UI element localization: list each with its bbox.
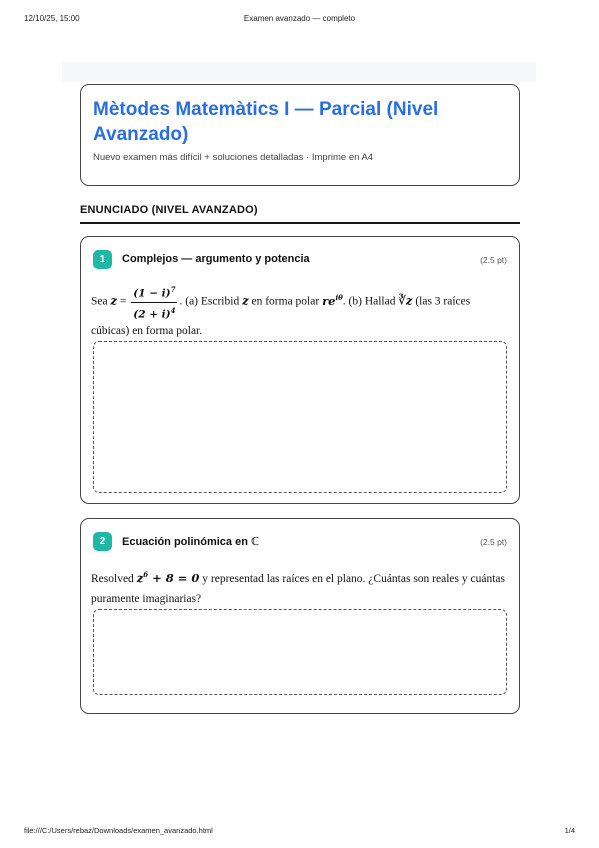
question-statement: Sea z = $\frac{(1 - i)^7}{(2 + i)^4}$ . (a) Escribid z en forma polar $re^{i\theta}$. (b) Hallad ∛z (las 3 raíces cúbicas) en forma polar. bbox=[91, 285, 471, 337]
print-doc-title: Examen avanzado — completo bbox=[243, 14, 356, 23]
question-card-2 bbox=[80, 518, 520, 714]
print-datetime: 12/10/25, 15:00 bbox=[24, 14, 80, 23]
fraction: $\frac{(1 - i)^7}{(2 + i)^4}$ bbox=[133, 285, 176, 320]
question-points: (2.5 pt) bbox=[480, 537, 507, 547]
exam-header-card bbox=[80, 84, 520, 186]
question-title: Ecuación polinómica en ℂ bbox=[122, 536, 260, 548]
question-statement: Resolved $z^6 + 8 = 0$ y representad las raíces en el plano. ¿Cuántas son reales y cuántas puramente imaginarias? bbox=[91, 570, 505, 605]
question-card-1 bbox=[80, 236, 520, 504]
top-strip bbox=[62, 62, 536, 82]
question-points: (2.5 pt) bbox=[480, 255, 507, 265]
exam-subtitle: Nuevo examen más difícil + soluciones detalladas · Imprime en A4 bbox=[93, 152, 374, 163]
section-divider bbox=[80, 222, 520, 224]
question-header bbox=[93, 249, 507, 271]
question-header bbox=[93, 531, 507, 553]
question-number-badge: 1 bbox=[93, 250, 112, 269]
question-number-badge: 2 bbox=[93, 532, 112, 551]
file-path: file:///C:/Users/rebaz/Downloads/examen_avanzado.html bbox=[24, 826, 213, 835]
exam-title: Mètodes Matemàtics I — Parcial (Nivel Avanzado) bbox=[93, 99, 439, 145]
question-title: Complejos — argumento y potencia bbox=[122, 253, 310, 265]
print-header bbox=[0, 14, 599, 26]
section-title: ENUNCIADO (NIVEL AVANZADO) bbox=[80, 204, 258, 216]
page-number: 1/4 bbox=[564, 826, 575, 835]
answer-area[interactable] bbox=[93, 609, 507, 695]
answer-area[interactable] bbox=[93, 341, 507, 493]
